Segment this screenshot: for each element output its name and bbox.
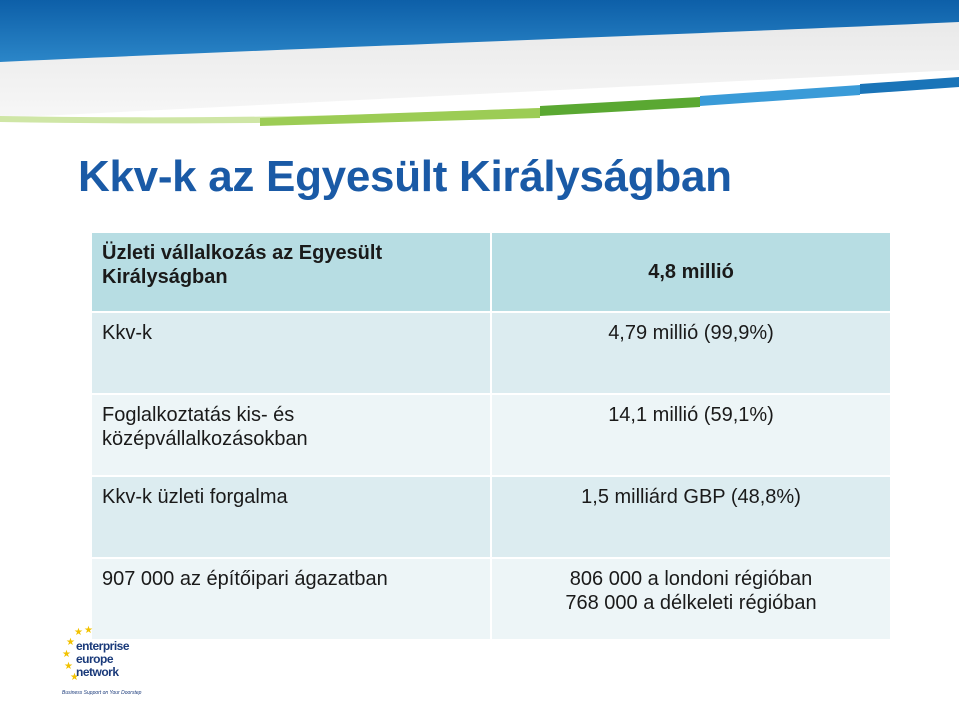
header-label: Üzleti vállalkozás az Egyesült Királyságban <box>91 232 491 312</box>
table-header-row <box>91 232 891 312</box>
logo-word: network <box>76 665 119 679</box>
row-value <box>491 558 891 640</box>
table-row <box>91 476 891 558</box>
row-label: 907 000 az építőipari ágazatban <box>91 558 491 640</box>
row-value: 1,5 milliárd GBP (48,8%) <box>491 476 891 558</box>
logo-tagline: Business Support on Your Doorstep <box>62 690 142 696</box>
row-value-line: 768 000 a délkeleti régióban <box>565 592 817 614</box>
row-value-line: 806 000 a londoni régióban <box>569 568 813 590</box>
row-label: Foglalkoztatás kis- és középvállalkozásokban <box>91 394 491 476</box>
star-icon: ★ <box>84 625 93 636</box>
row-value: 4,79 millió (99,9%) <box>491 312 891 394</box>
header-value: 4,8 millió <box>491 232 891 312</box>
star-icon: ★ <box>64 661 73 672</box>
row-label: Kkv-k üzleti forgalma <box>91 476 491 558</box>
logo-word: europe <box>76 652 114 666</box>
table-row <box>91 558 891 640</box>
table-row <box>91 312 891 394</box>
star-icon: ★ <box>70 672 79 683</box>
logo-word: enterprise <box>76 639 130 653</box>
statistics-table <box>90 231 892 641</box>
star-icon: ★ <box>66 637 75 648</box>
enterprise-europe-network-logo <box>62 626 142 698</box>
star-icon: ★ <box>74 627 83 638</box>
page-title: Kkv-k az Egyesült Királyságban <box>78 152 732 201</box>
row-label: Kkv-k <box>91 312 491 394</box>
table-row <box>91 394 891 476</box>
row-value: 14,1 millió (59,1%) <box>491 394 891 476</box>
header-banner <box>0 0 959 130</box>
star-icon: ★ <box>62 649 71 660</box>
